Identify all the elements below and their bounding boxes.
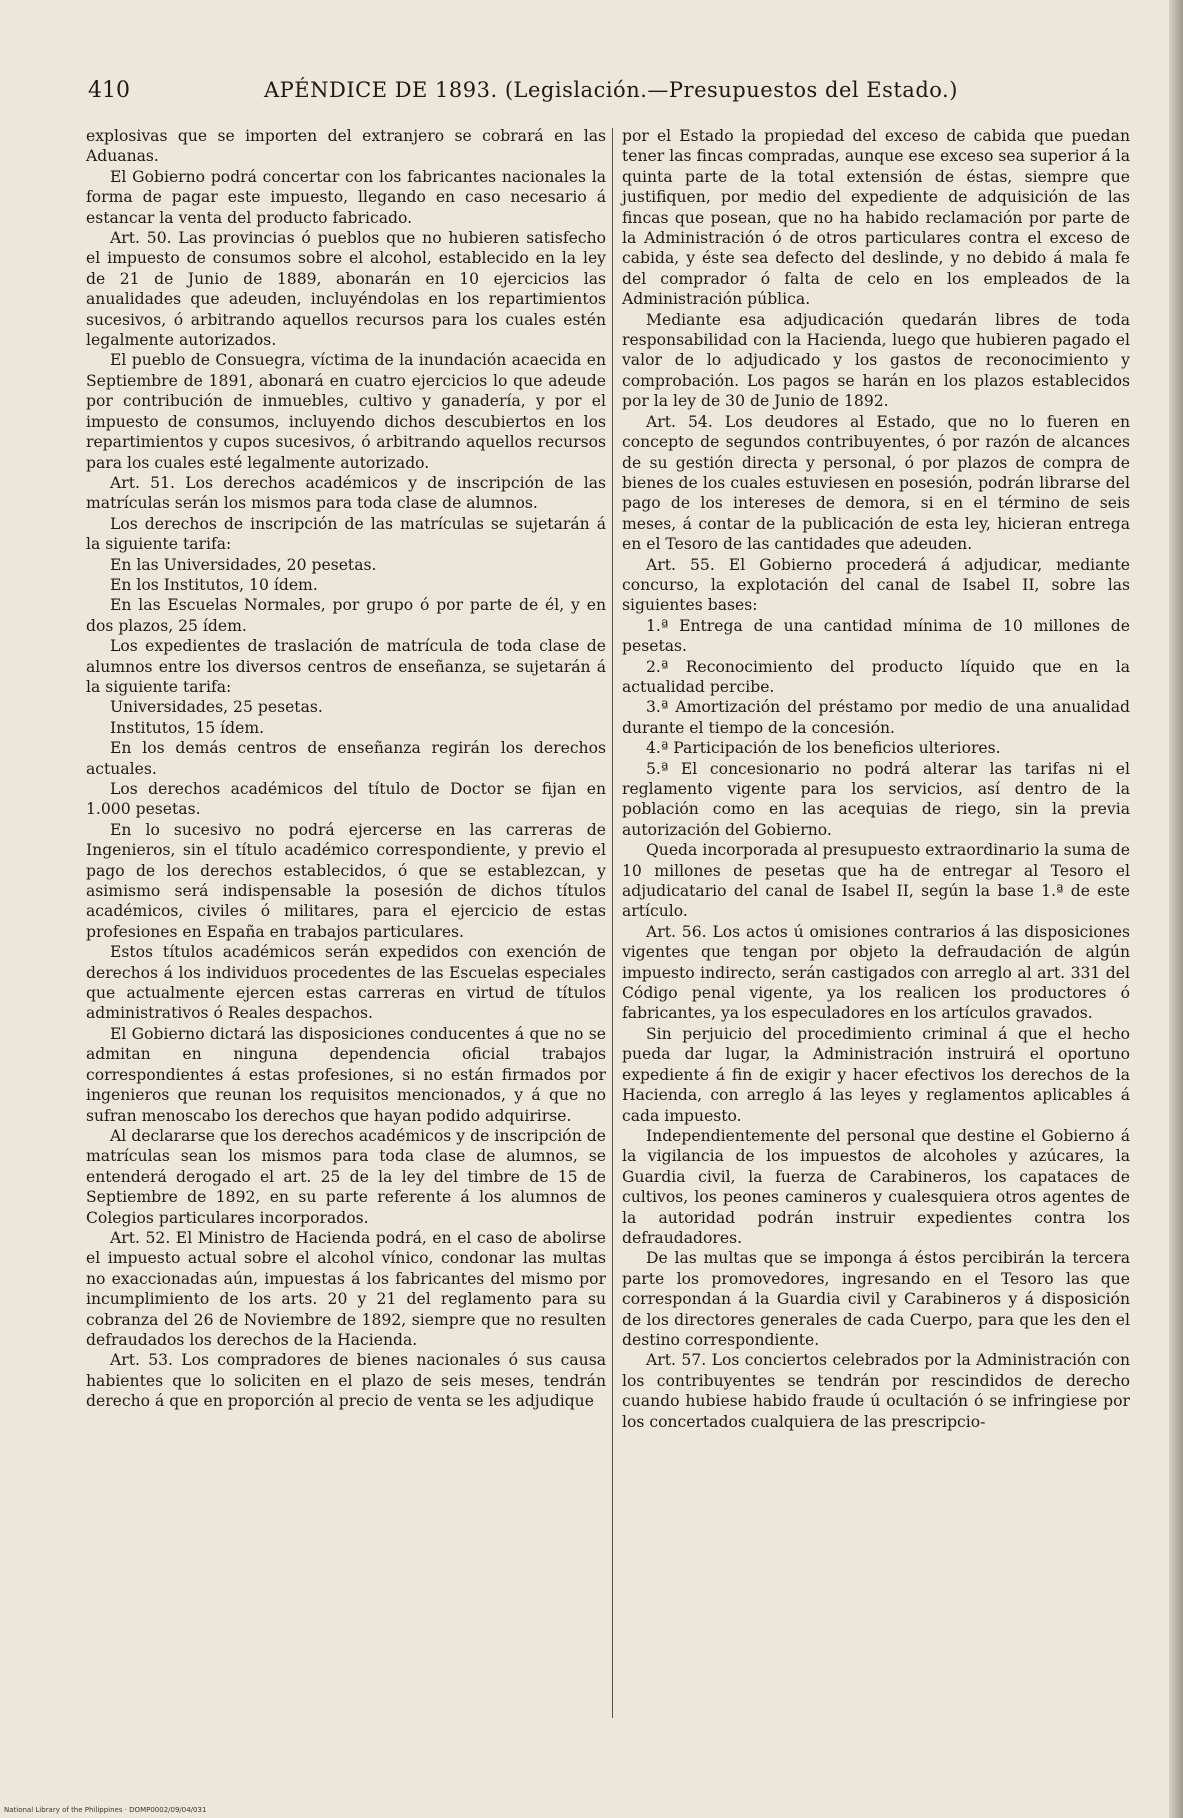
- paragraph: En los Institutos, 10 ídem.: [110, 575, 318, 594]
- paragraph: Art. 53. Los compradores de bienes nacionales ó sus causa habientes que lo soliciten en el plazo de seis meses, tendrán derecho á que en proporción al precio de venta se les adjudique: [86, 1351, 606, 1411]
- paragraph: 4.ª Participación de los beneficios ulteriores.: [646, 739, 1001, 758]
- paragraph: Universidades, 25 pesetas.: [110, 698, 323, 717]
- paragraph: por el Estado la propiedad del exceso de cabida que puedan tener las fincas compradas, aunque ese exceso sea superior á la quinta parte de la total extensión de éstas, siempre que justifiquen, por medio del expediente de adquisición de las fincas que posean, que no ha habido reclamación por parte de la Administración ó de otros particulares contra el exceso de cabida, y éste sea defecto del deslinde, y no debido á mala fe del comprador ó falta de celo en los empleados de la Administración pública.: [622, 127, 1130, 309]
- paragraph: Independientemente del personal que destine el Gobierno á la vigilancia de los impuestos de alcoholes y azúcares, la Guardia civil, la fuerza de Carabineros, los capataces de cultivos, los peones camineros y cualesquiera otros agentes de la autoridad podrán instruir expedientes contra los defraudadores.: [622, 1126, 1130, 1247]
- page-header: [88, 78, 1088, 108]
- paragraph: De las multas que se imponga á éstos percibirán la tercera parte los promovedores, ingresando en el Tesoro las que correspondan á la Guardia civil y Carabineros y á disposición de los directores generales de cada Cuerpo, para que les den el destino correspondiente.: [622, 1249, 1130, 1349]
- paragraph: Los derechos de inscripción de las matrículas se sujetarán á la siguiente tarifa:: [86, 514, 606, 554]
- left-column: [86, 126, 606, 1412]
- paragraph: Art. 50. Las provincias ó pueblos que no hubieren satisfecho el impuesto de consumos sobre el alcohol, establecido en la ley de 21 de Junio de 1889, abonarán en 10 ejercicios las anualidades que adeuden, incluyéndolas en los repartimientos sucesivos, ó arbitrando aquellos recursos para los cuales estén legalmente autorizados.: [86, 229, 606, 350]
- paragraph: El pueblo de Consuegra, víctima de la inundación acaecida en Septiembre de 1891, abonará en cuatro ejercicios lo que adeude por contribución de inmuebles, cultivo y ganadería, y por el impuesto de consumos, incluyendo dichos descubiertos en los repartimientos y cupos sucesivos, ó arbitrando aquellos recursos para los cuales esté legalmente autorizado.: [86, 351, 606, 472]
- paragraph: Mediante esa adjudicación quedarán libres de toda responsabilidad con la Hacienda, luego que hubieren pagado el valor de lo adjudicado y los gastos de reconocimiento y comprobación. Los pagos se harán en los plazos establecidos por la ley de 30 de Junio de 1892.: [622, 310, 1130, 411]
- paragraph: Institutos, 15 ídem.: [110, 718, 265, 737]
- footer-note: National Library of the Philippines · DOMP0002/09/04/031: [4, 1806, 207, 1814]
- right-column: [622, 126, 1130, 1432]
- paragraph: Al declararse que los derechos académicos y de inscripción de matrículas sean los mismos para toda clase de alumnos, se entenderá derogado el art. 25 de la ley del timbre de 15 de Septiembre de 1892, en su parte referente á los alumnos de Colegios particulares incorporados.: [86, 1126, 606, 1227]
- running-head: APÉNDICE DE 1893. (Legislación.—Presupuestos del Estado.): [264, 78, 958, 102]
- paragraph: En las Escuelas Normales, por grupo ó por parte de él, y en dos plazos, 25 ídem.: [86, 596, 606, 635]
- paragraph: El Gobierno podrá concertar con los fabricantes nacionales la forma de pagar este impuesto, llegando en caso necesario á estancar la venta del producto fabricado.: [86, 167, 606, 227]
- paragraph: Art. 51. Los derechos académicos y de inscripción de las matrículas serán los mismos para toda clase de alumnos.: [86, 473, 606, 513]
- paragraph: 3.ª Amortización del préstamo por medio de una anualidad durante el tiempo de la concesión.: [622, 698, 1130, 737]
- paragraph: Art. 56. Los actos ú omisiones contrarios á las disposiciones vigentes que tengan por objeto la defraudación de algún impuesto indirecto, serán castigados con arreglo al art. 331 del Código penal vigente, ya los realicen los productores ó fabricantes, ya los especuladores en los artículos gravados.: [622, 922, 1130, 1023]
- paragraph: Estos títulos académicos serán expedidos con exención de derechos á los individuos procedentes de las Escuelas especiales que actualmente ejercen estas carreras en virtud de títulos administrativos ó Reales despachos.: [86, 943, 606, 1023]
- paragraph: Sin perjuicio del procedimiento criminal á que el hecho pueda dar lugar, la Administración instruirá el oportuno expediente á fin de exigir y hacer efectivos los derechos de la Hacienda, con arreglo á las leyes y reglamentos aplicables á cada impuesto.: [622, 1024, 1130, 1125]
- paragraph: Art. 55. El Gobierno procederá á adjudicar, mediante concurso, la explotación del canal de Isabel II, sobre las siguientes bases:: [622, 555, 1130, 615]
- paragraph: Queda incorporada al presupuesto extraordinario la suma de 10 millones de pesetas que ha de entregar al Tesoro el adjudicatario del canal de Isabel II, según la base 1.ª de este artículo.: [622, 841, 1130, 921]
- paragraph: Los derechos académicos del título de Doctor se fijan en 1.000 pesetas.: [86, 780, 606, 819]
- paragraph: Art. 52. El Ministro de Hacienda podrá, en el caso de abolirse el impuesto actual sobre el alcohol vínico, condonar las multas no exaccionadas aún, impuestas á los fabricantes del mismo por incumplimiento de los arts. 20 y 21 del reglamento para su cobranza del 26 de Noviembre de 1892, siempre que no resulten defraudados los derechos de la Hacienda.: [86, 1228, 606, 1349]
- paragraph: 1.ª Entrega de una cantidad mínima de 10 millones de pesetas.: [622, 616, 1130, 656]
- paragraph: En los demás centros de enseñanza regirán los derechos actuales.: [86, 739, 606, 778]
- paragraph: En las Universidades, 20 pesetas.: [110, 555, 377, 574]
- paragraph: Los expedientes de traslación de matrícula de toda clase de alumnos entre los diversos centros de enseñanza, se sujetarán á la siguiente tarifa:: [86, 637, 606, 696]
- page-edge-shadow: [1169, 0, 1183, 1818]
- paragraph: En lo sucesivo no podrá ejercerse en las carreras de Ingenieros, sin el título académico correspondiente, y previo el pago de los derechos establecidos, ó que se establezcan, y asimismo será indispensable la posesión de dichos títulos académicos, civiles ó militares, para el ejercicio de estas profesiones en España en trabajos particulares.: [86, 820, 606, 941]
- paragraph: 5.ª El concesionario no podrá alterar las tarifas ni el reglamento vigente para los servicios, así dentro de la población como en las acequias de riego, sin la previa autorización del Gobierno.: [622, 759, 1130, 839]
- paragraph: El Gobierno dictará las disposiciones conducentes á que no se admitan en ninguna dependencia oficial trabajos correspondientes á estas profesiones, si no están firmados por ingenieros que reunan los requisitos mencionados, y á que no sufran menoscabo los derechos que hayan podido adquirirse.: [86, 1024, 606, 1125]
- paragraph: explosivas que se importen del extranjero se cobrará en las Aduanas.: [86, 127, 606, 166]
- paragraph: 2.ª Reconocimiento del producto líquido que en la actualidad percibe.: [622, 657, 1130, 696]
- paragraph: Art. 54. Los deudores al Estado, que no lo fueren en concepto de segundos contribuyentes, ó por razón de alcances de su gestión directa y personal, ó por plazos de compra de bienes de los cuales estuviesen en posesión, podrán librarse del pago de los intereses de demora, si en el término de seis meses, á contar de la publicación de esta ley, hicieran entrega en el Tesoro de las cantidades que adeuden.: [622, 412, 1130, 554]
- column-divider: [612, 128, 613, 1718]
- paragraph: Art. 57. Los conciertos celebrados por la Administración con los contribuyentes se tendrán por rescindidos de derecho cuando hubiese habido fraude ú ocultación ó se infringiese por los concertados cualquiera de las prescripcio-: [622, 1351, 1130, 1431]
- page-number: 410: [88, 78, 130, 103]
